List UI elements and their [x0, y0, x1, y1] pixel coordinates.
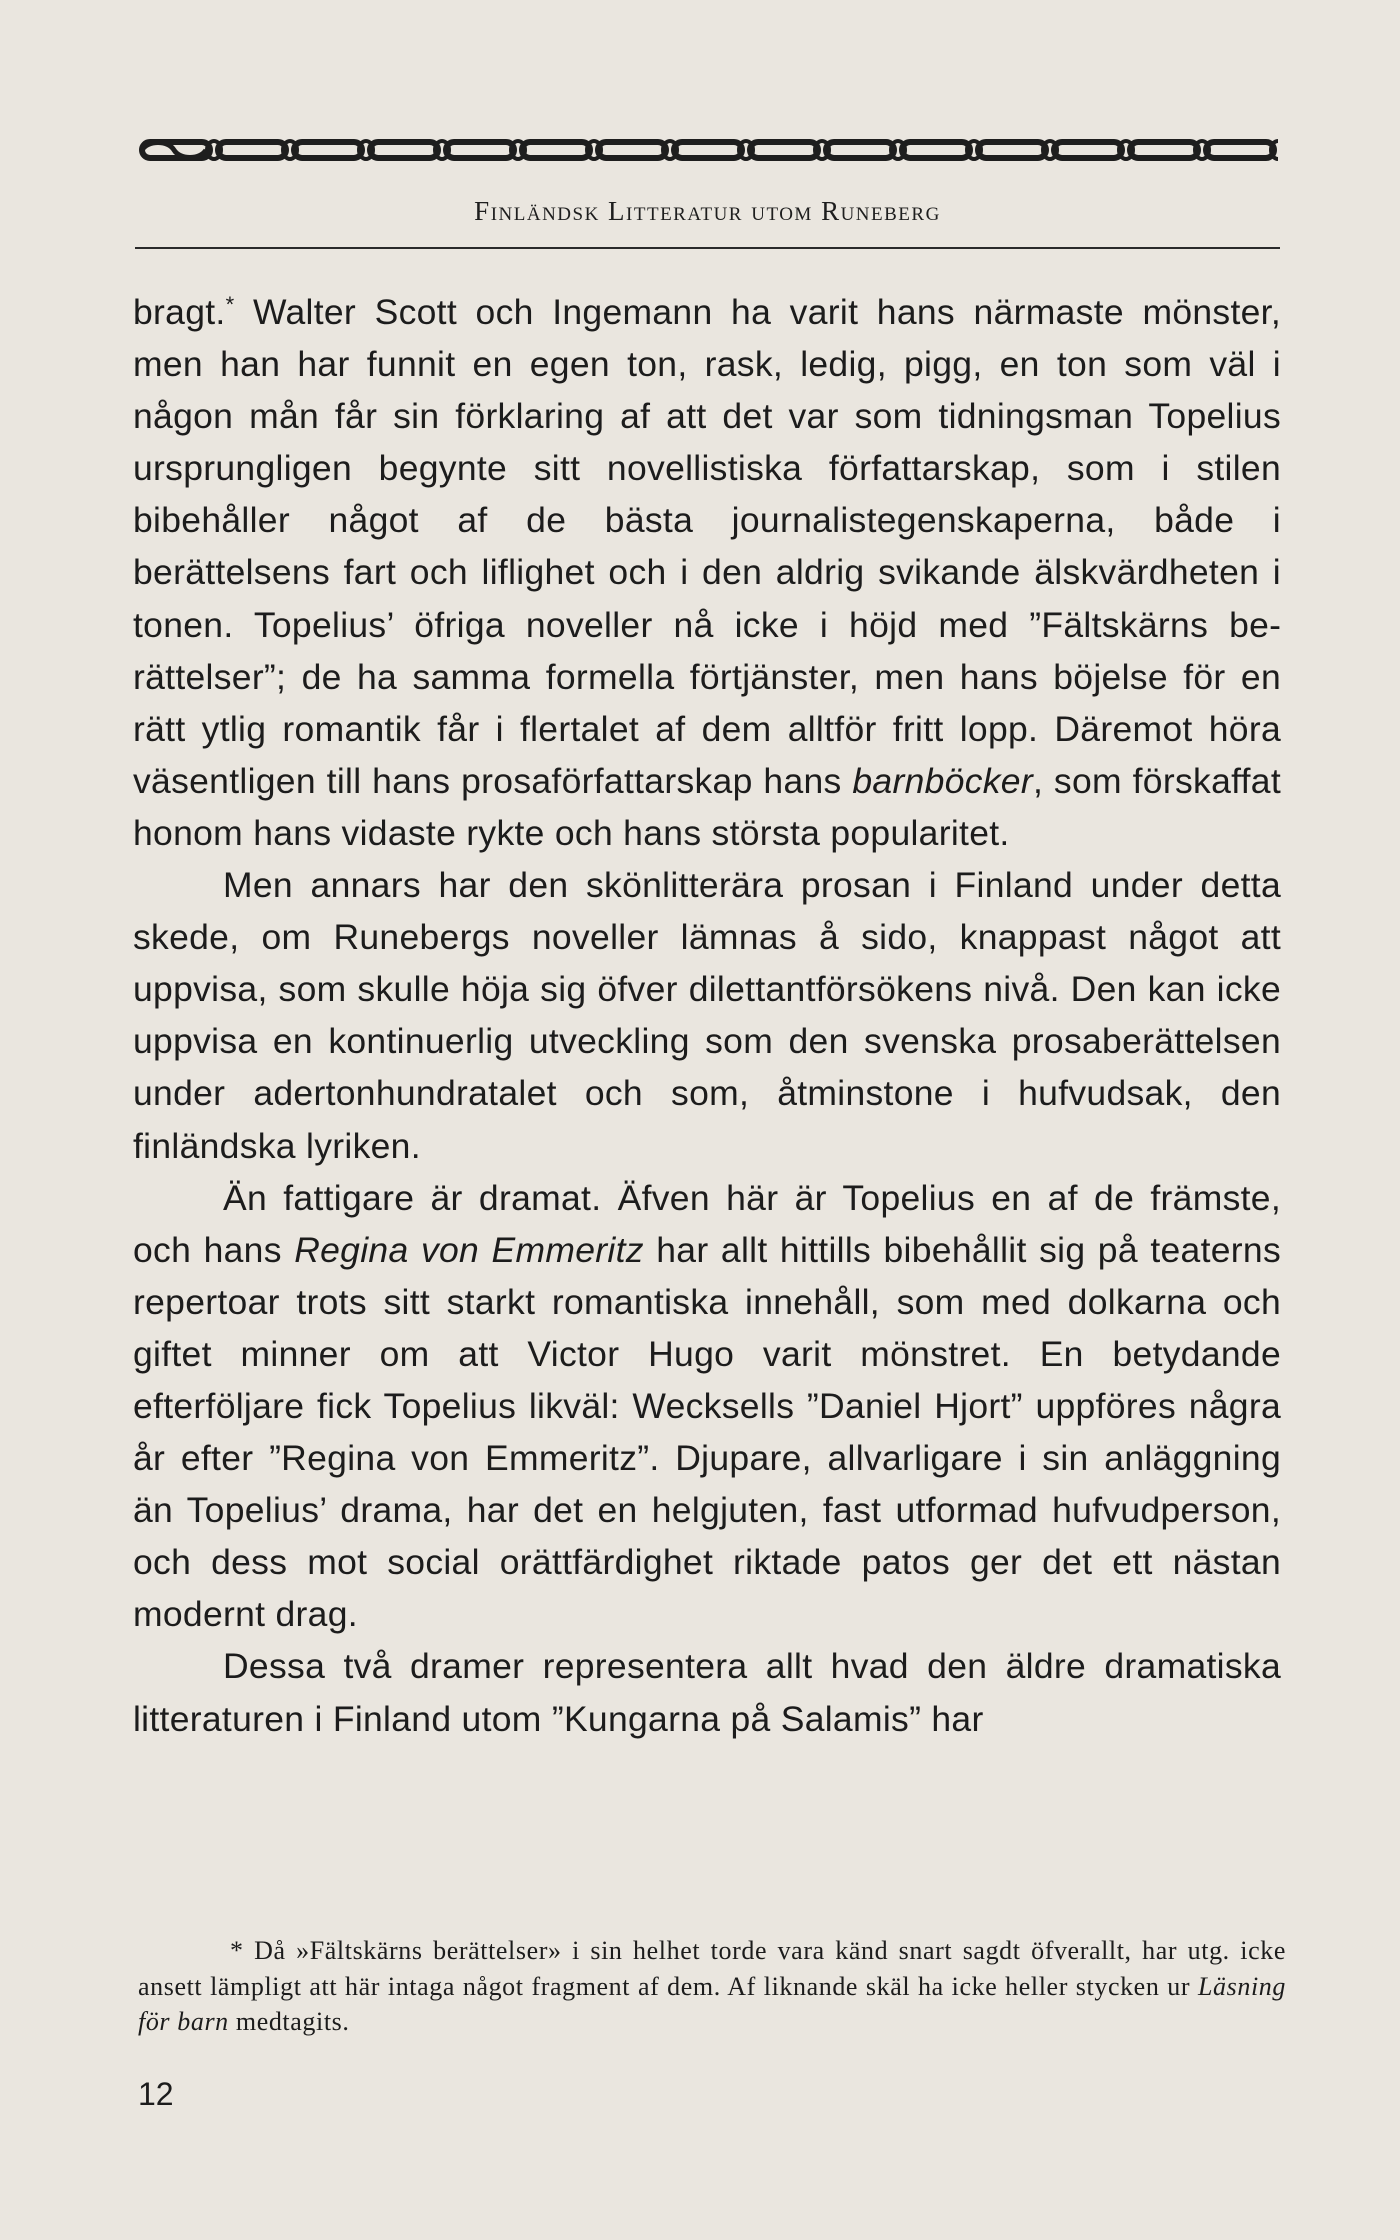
footnote-marker: *	[225, 292, 235, 317]
paragraph-1: bragt.* Walter Scott och Ingemann ha varit hans närmaste mönster, men han har funnit en egen ton, rask, ledig, pigg, en ton som väl i någon mån får sin förklaring af att det var som tidningsman Topelius ursprungligen begynte sitt novellistiska författarskap, som i stilen bibehåller något af de bästa journalistegenskaperna, både i berättelsens fart och liflighet och i den aldrig svikande älskvärdheten i tonen. Topelius’ öfriga noveller nå icke i höjd med ”Fältskärns berättelser”; de ha samma formella förtjänster, men hans böjelse för en rätt ytlig romantik får i flertalet af dem alltför fritt lopp. Däremot höra väsentligen till hans prosaförfattarskap hans barnböcker, som förskaffat honom hans vidaste rykte och hans största popularitet.	[133, 292, 1281, 853]
body-text	[133, 279, 1281, 1745]
running-head: Finländsk Litteratur utom Runeberg	[474, 196, 941, 226]
footnote: * Då »Fältskärns berättelser» i sin helhet torde vara känd snart sagdt öfverallt, har utg. icke ansett lämpligt att här intaga något fragment af dem. Af liknande skäl ha icke heller stycken ur Läsning för barn medtagits.	[138, 1936, 1286, 2036]
italic-title: Regina von Emmeritz	[294, 1229, 644, 1270]
italic-term: barnböcker	[852, 760, 1033, 801]
paragraph-4: Dessa två dramer representera allt hvad den äldre dramatiska litteraturen i Finland utom ”Kungarna på Salamis” har	[133, 1646, 1281, 1739]
header-rule	[135, 247, 1280, 249]
page-number: 12	[138, 2076, 174, 2112]
italic-title: Läsning för barn	[138, 1971, 1286, 2036]
paragraph-2: Men annars har den skönlitterära prosan i Finland under detta skede, om Runebergs noveller lämnas å sido, knappast något att uppvisa, som skulle höja sig öfver dilettantförsökens nivå. Den kan icke uppvisa en kontinuerlig utveckling som den svenska prosaberättelsen under adertonhundratalet och som, åtminstone i hufvudsak, den finländska lyriken.	[133, 865, 1281, 1166]
paragraph-3: Än fattigare är dramat. Äfven här är Topelius en af de främste, och hans Regina von Emmeritz har allt hittills bibehållit sig på teaterns repertoar trots sitt starkt romantiska innehåll, som med dolkarna och giftet minner om att Victor Hugo varit mönstret. En betydande efterföljare fick Topelius likväl: Wecksells ”Daniel Hjort” uppföres några år efter ”Regina von Emmeritz”. Djupare, allvarligare i sin anläggning än Topelius’ drama, har det en helgjuten, fast utformad hufvudperson, och dess mot social orättfärdighet riktade patos ger det ett nästan modernt drag.	[133, 1177, 1281, 1635]
decorative-chain-ornament	[138, 136, 1278, 164]
